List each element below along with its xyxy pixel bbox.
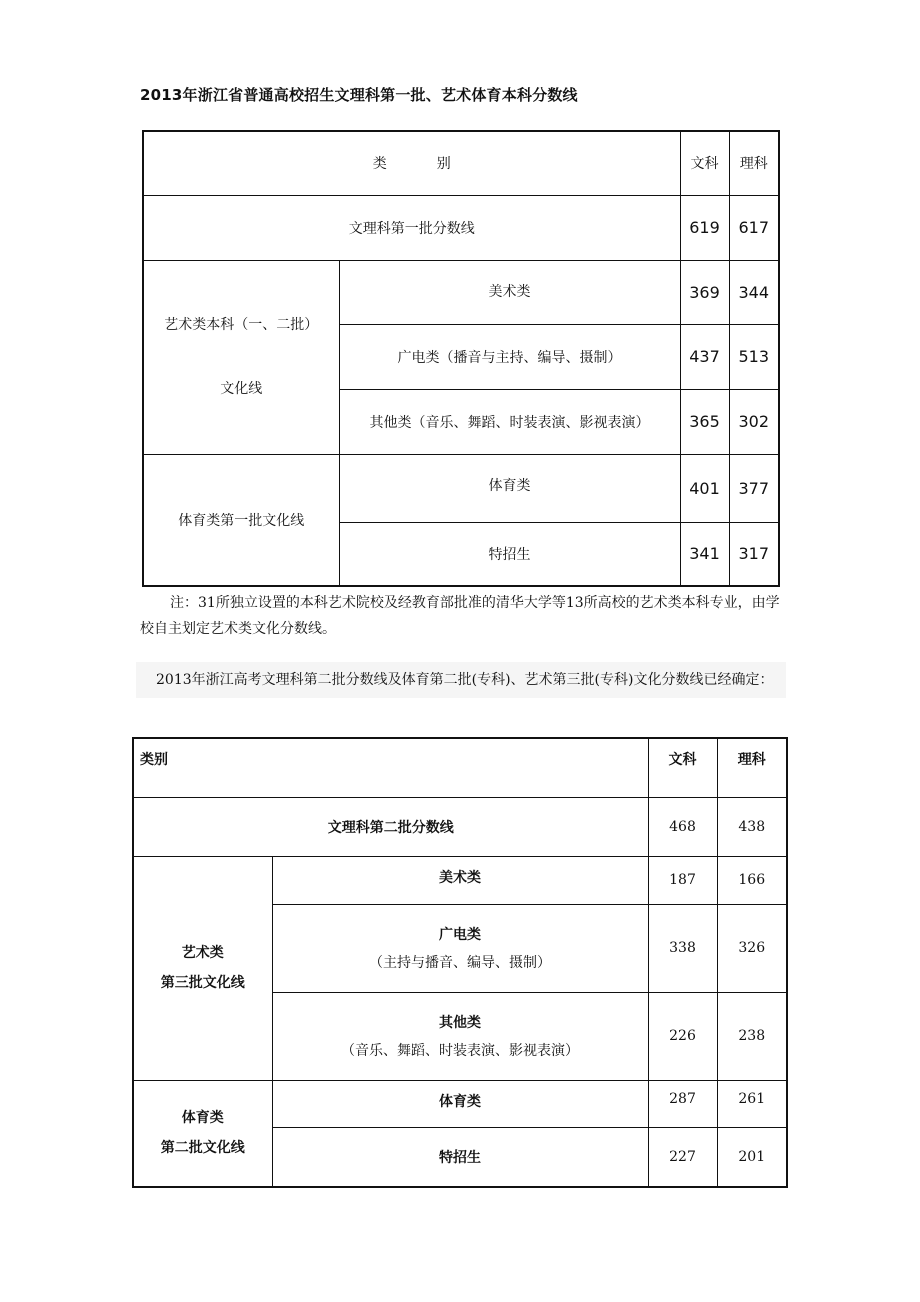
li-score: 344 [729, 260, 779, 324]
art-group-label [143, 260, 339, 454]
table-row [133, 856, 787, 904]
wen-score: 227 [648, 1127, 717, 1187]
li-header: 理科 [729, 131, 779, 195]
table-row [133, 797, 787, 856]
wen-header: 文科 [648, 738, 717, 797]
li-score: 302 [729, 389, 779, 454]
second-batch-label: 文理科第二批分数线 [133, 797, 648, 856]
sport-category-label: 特招生 [272, 1127, 648, 1187]
wen-score: 187 [648, 856, 717, 904]
sport-group-label: 体育类第一批文化线 [143, 454, 339, 586]
li-score: 317 [729, 522, 779, 586]
table-row [143, 260, 779, 324]
wen-score: 401 [680, 454, 729, 522]
li-score: 377 [729, 454, 779, 522]
wen-score: 369 [680, 260, 729, 324]
wen-score: 468 [648, 797, 717, 856]
wen-score: 287 [648, 1080, 717, 1127]
li-header: 理科 [717, 738, 787, 797]
wen-header: 文科 [680, 131, 729, 195]
art-group-label-line2: 文化线 [220, 381, 263, 397]
sport-category-label: 体育类 [339, 454, 680, 522]
sport-group-label-line2: 第二批文化线 [160, 1140, 245, 1157]
art-group-label-line1: 艺术类本科（一、二批） [164, 317, 319, 333]
second-batch-score-table [132, 737, 788, 1188]
table-row [143, 195, 779, 260]
sport-category-label: 特招生 [339, 522, 680, 586]
li-score: 201 [717, 1127, 787, 1187]
table-header-row [133, 738, 787, 797]
wen-score: 341 [680, 522, 729, 586]
li-score: 513 [729, 324, 779, 389]
sport-group-label [133, 1080, 272, 1187]
wen-score: 365 [680, 389, 729, 454]
art-category-label: 广电类（播音与主持、编导、摄制） [339, 324, 680, 389]
category-header [143, 131, 680, 195]
art-category-detail: （主持与播音、编导、摄制） [369, 955, 551, 971]
category-header-a: 类 [372, 156, 387, 173]
table-row [133, 1080, 787, 1127]
sport-group-label-line1: 体育类 [181, 1110, 224, 1127]
art-category-label: 其他类 [439, 1015, 481, 1031]
art-category-detail: （音乐、舞蹈、时装表演、影视表演） [341, 1043, 579, 1059]
art-category-cell [272, 904, 648, 992]
category-header: 类别 [133, 738, 648, 797]
table-note: 注：31所独立设置的本科艺术院校及经教育部批准的清华大学等13所高校的艺术类本科专业，由学校自主划定艺术类文化分数线。 [140, 595, 780, 637]
li-score: 238 [717, 992, 787, 1080]
li-score: 438 [717, 797, 787, 856]
art-category-label: 其他类（音乐、舞蹈、时装表演、影视表演） [339, 389, 680, 454]
wen-score: 338 [648, 904, 717, 992]
li-score: 326 [717, 904, 787, 992]
sport-category-label: 体育类 [272, 1080, 648, 1127]
art-category-label: 广电类 [439, 927, 481, 943]
art-category-label: 美术类 [339, 260, 680, 324]
art-category-cell [272, 992, 648, 1080]
wen-score: 226 [648, 992, 717, 1080]
art-category-label: 美术类 [272, 856, 648, 904]
table-row [143, 454, 779, 522]
art-group-label [133, 856, 272, 1080]
category-header-b: 别 [436, 156, 451, 173]
wen-score: 619 [680, 195, 729, 260]
art-group-label-line2: 第三批文化线 [160, 975, 245, 991]
page-title: 2013年浙江省普通高校招生文理科第一批、艺术体育本科分数线 [140, 86, 578, 104]
li-score: 617 [729, 195, 779, 260]
intro-paragraph: 2013年浙江高考文理科第二批分数线及体育第二批(专科)、艺术第三批(专科)文化分数线已经确定： [136, 662, 786, 698]
li-score: 261 [717, 1080, 787, 1127]
first-batch-score-table [142, 130, 780, 587]
table-header-row [143, 131, 779, 195]
first-batch-label: 文理科第一批分数线 [143, 195, 680, 260]
art-group-label-line1: 艺术类 [181, 945, 224, 961]
li-score: 166 [717, 856, 787, 904]
wen-score: 437 [680, 324, 729, 389]
